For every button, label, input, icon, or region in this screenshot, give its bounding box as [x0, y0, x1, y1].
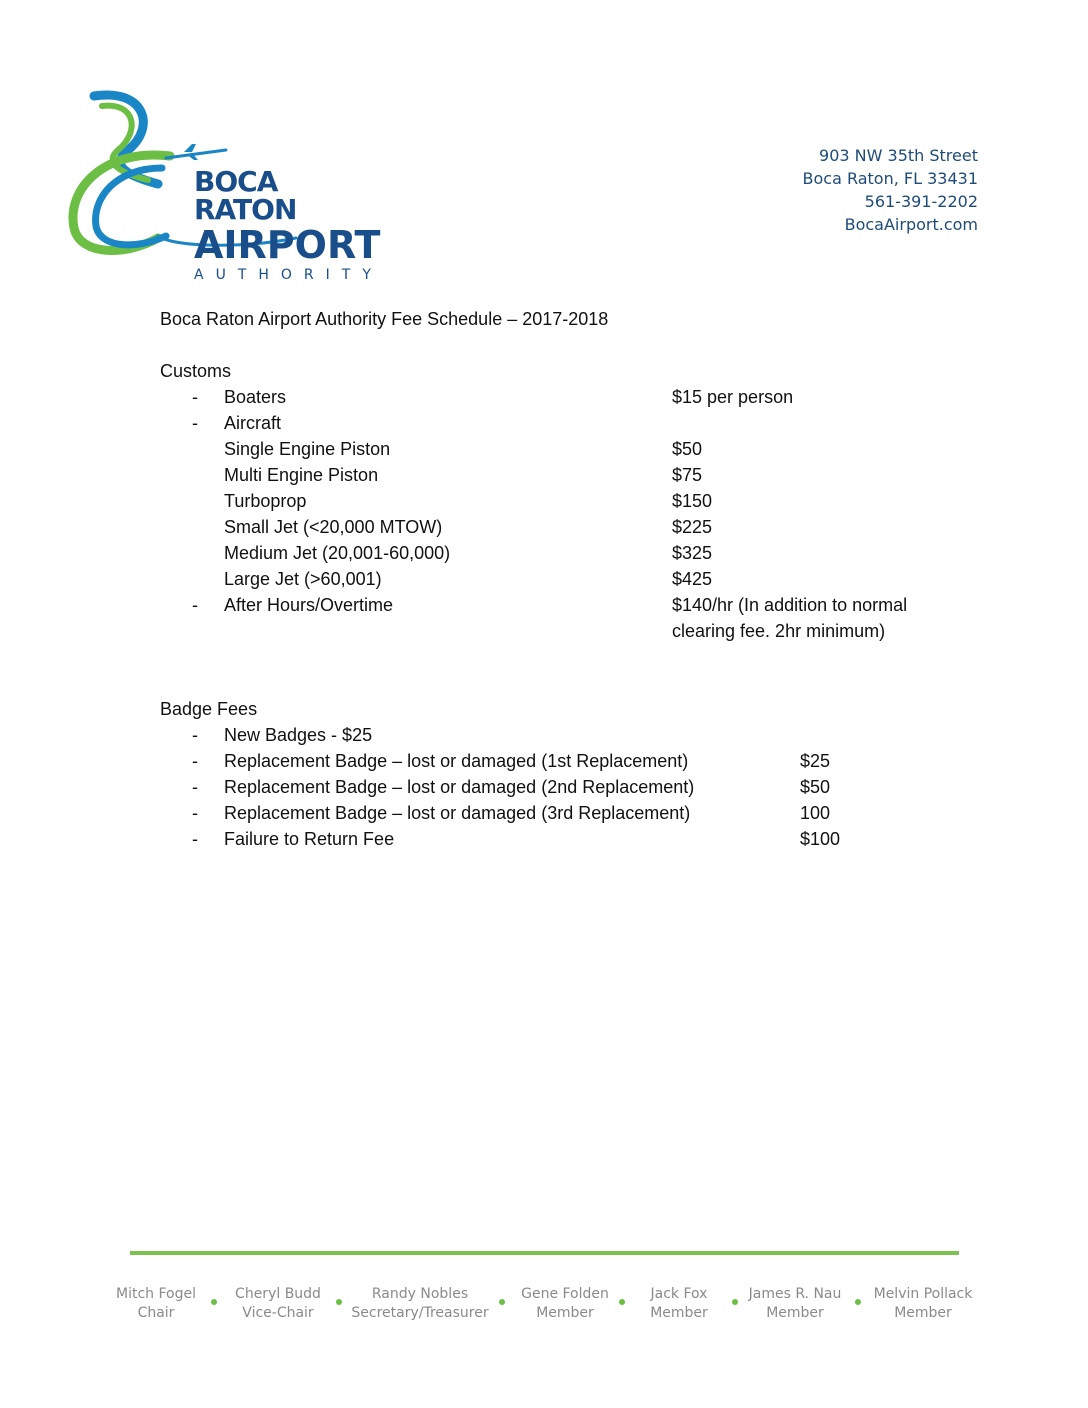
board-members-footer — [110, 1285, 980, 1325]
fee-label: Turboprop — [224, 491, 307, 511]
fee-value: $50 — [800, 777, 831, 797]
member-name: James R. Nau — [748, 1286, 842, 1302]
board-member — [110, 1285, 202, 1323]
fee-value: $25 — [800, 751, 831, 771]
member-name: Gene Folden — [521, 1286, 609, 1302]
document-title: Boca Raton Airport Authority Fee Schedule – 2017-2018 — [160, 309, 609, 329]
fee-label: After Hours/Overtime — [224, 595, 394, 615]
aircraft-fee-row — [160, 488, 920, 514]
fee-label: Aircraft — [224, 413, 282, 433]
list-dash: - — [192, 725, 198, 745]
address-street: 903 NW 35th Street — [819, 146, 978, 165]
board-member — [226, 1285, 330, 1323]
bullet-icon — [499, 1299, 505, 1305]
bullet-icon — [619, 1299, 625, 1305]
bullet-icon — [336, 1299, 342, 1305]
fee-value: $425 — [672, 569, 713, 589]
aircraft-fee-row — [160, 540, 920, 566]
fee-label: Replacement Badge – lost or damaged (3rd Replacement) — [224, 803, 691, 823]
member-role: Member — [766, 1305, 824, 1321]
aircraft-fee-row — [160, 436, 920, 462]
fee-label: New Badges - $25 — [224, 725, 373, 745]
badge-fee-row — [160, 826, 920, 852]
address-block — [803, 144, 979, 236]
fee-value: $150 — [672, 491, 713, 511]
member-role: Secretary/Treasurer — [351, 1305, 489, 1321]
bullet-icon — [211, 1299, 217, 1305]
logo-wordmark — [194, 165, 386, 283]
badge-fee-row — [160, 722, 920, 748]
address-phone: 561-391-2202 — [864, 192, 978, 211]
list-dash: - — [192, 595, 198, 615]
fee-label: Boaters — [224, 387, 287, 407]
member-role: Member — [650, 1305, 708, 1321]
member-role: Member — [894, 1305, 952, 1321]
list-dash: - — [192, 777, 198, 797]
customs-aircraft-row — [160, 410, 920, 436]
member-name: Jack Fox — [650, 1286, 708, 1302]
aircraft-fee-row — [160, 566, 920, 592]
badge-fee-row — [160, 774, 920, 800]
member-role: Member — [536, 1305, 594, 1321]
aircraft-fee-row — [160, 462, 920, 488]
boca-raton-airport-logo — [66, 88, 386, 283]
fee-value: $140/hr (In addition to normal clearing fee. 2hr minimum) — [672, 595, 908, 641]
member-name: Mitch Fogel — [116, 1286, 196, 1302]
board-member — [866, 1285, 980, 1323]
list-dash: - — [192, 413, 198, 433]
logo-line-airport: AIRPORT — [194, 223, 381, 267]
board-member — [350, 1285, 490, 1323]
fee-label: Replacement Badge – lost or damaged (1st Replacement) — [224, 751, 689, 771]
bullet-icon — [732, 1299, 738, 1305]
fee-label: Replacement Badge – lost or damaged (2nd Replacement) — [224, 777, 695, 797]
member-name: Cheryl Budd — [235, 1286, 321, 1302]
list-dash: - — [192, 751, 198, 771]
fee-label: Small Jet (<20,000 MTOW) — [224, 517, 443, 537]
member-role: Vice-Chair — [242, 1305, 314, 1321]
address-city: Boca Raton, FL 33431 — [802, 169, 978, 188]
member-name: Melvin Pollack — [873, 1286, 973, 1302]
list-dash: - — [192, 829, 198, 849]
customs-heading: Customs — [160, 361, 232, 381]
customs-boaters-row — [160, 384, 920, 410]
fee-value: $75 — [672, 465, 703, 485]
list-dash: - — [192, 387, 198, 407]
badge-fee-row — [160, 800, 920, 826]
fee-label: Large Jet (>60,001) — [224, 569, 382, 589]
fee-value: $15 per person — [672, 387, 794, 407]
fee-value: $325 — [672, 543, 713, 563]
fee-label: Multi Engine Piston — [224, 465, 379, 485]
footer-divider — [130, 1251, 959, 1255]
fee-value: $50 — [672, 439, 703, 459]
address-website: BocaAirport.com — [844, 215, 978, 234]
customs-after-hours-row — [160, 592, 920, 670]
fee-value: 100 — [800, 803, 831, 823]
member-name: Randy Nobles — [371, 1286, 469, 1302]
fee-value: $100 — [800, 829, 841, 849]
badge-fee-row — [160, 748, 920, 774]
badge-fees-heading: Badge Fees — [160, 699, 258, 719]
list-dash: - — [192, 803, 198, 823]
aircraft-fee-row — [160, 514, 920, 540]
fee-schedule — [160, 306, 920, 852]
board-member — [512, 1285, 618, 1323]
logo-line-authority: AUTHORITY — [194, 267, 383, 283]
fee-label: Single Engine Piston — [224, 439, 391, 459]
bullet-icon — [855, 1299, 861, 1305]
member-role: Chair — [137, 1305, 175, 1321]
fee-value: $225 — [672, 517, 713, 537]
board-member — [742, 1285, 848, 1323]
fee-label: Medium Jet (20,001-60,000) — [224, 543, 451, 563]
section-spacer — [160, 670, 920, 696]
board-member — [636, 1285, 722, 1323]
fee-label: Failure to Return Fee — [224, 829, 395, 849]
logo-line-boca-raton: BOCA RATON — [194, 165, 297, 226]
